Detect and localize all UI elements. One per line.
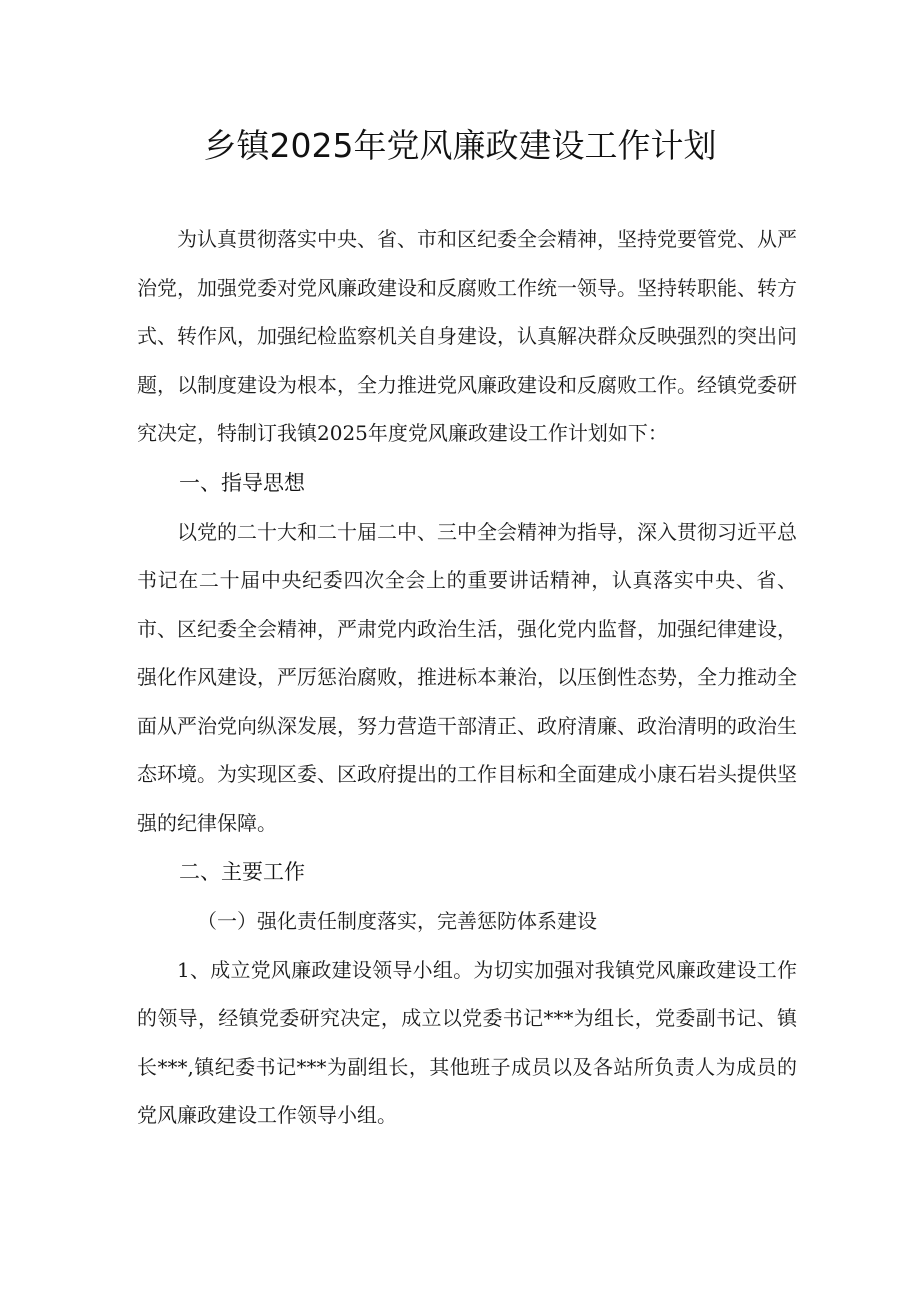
- section-heading-guiding-ideology: 一、指导思想: [179, 470, 305, 495]
- subsection-heading-responsibility: （一）强化责任制度落实，完善惩防体系建设: [197, 909, 597, 933]
- document-title: 乡镇2025年党风廉政建设工作计划: [203, 126, 717, 165]
- intro-paragraph: 为认真贯彻落实中央、省、市和区纪委全会精神，坚持党要管党、从严治党，加强党委对党风廉政建设和反腐败工作统一领导。坚持转职能、转方式、转作风，加强纪检监察机关自身建设，认真解决群众反映强烈的突出问题，以制度建设为根本，全力推进党风廉政建设和反腐败工作。经镇党委研究决定，特制订我镇2025年度党风廉政建设工作计划如下：: [137, 227, 797, 445]
- document-body: [137, 215, 797, 1140]
- section-heading-main-work: 二、主要工作: [179, 860, 305, 884]
- item-leading-group-paragraph: 1、成立党风廉政建设领导小组。为切实加强对我镇党风廉政建设工作的领导，经镇党委研究决定，成立以党委书记***为组长，党委副书记、镇长***,镇纪委书记***为副组长，其他班子成员以及各站所负责人为成员的党风廉政建设工作领导小组。: [137, 957, 797, 1127]
- guiding-ideology-paragraph: 以党的二十大和二十届二中、三中全会精神为指导，深入贯彻习近平总书记在二十届中央纪委四次全会上的重要讲话精神，认真落实中央、省、市、区纪委全会精神，严肃党内政治生活，强化党内监督，加强纪律建设，强化作风建设，严厉惩治腐败，推进标本兼治，以压倒性态势，全力推动全面从严治党向纵深发展，努力营造干部清正、政府清廉、政治清明的政治生态环境。为实现区委、区政府提出的工作目标和全面建成小康石岩头提供坚强的纪律保障。: [137, 519, 797, 835]
